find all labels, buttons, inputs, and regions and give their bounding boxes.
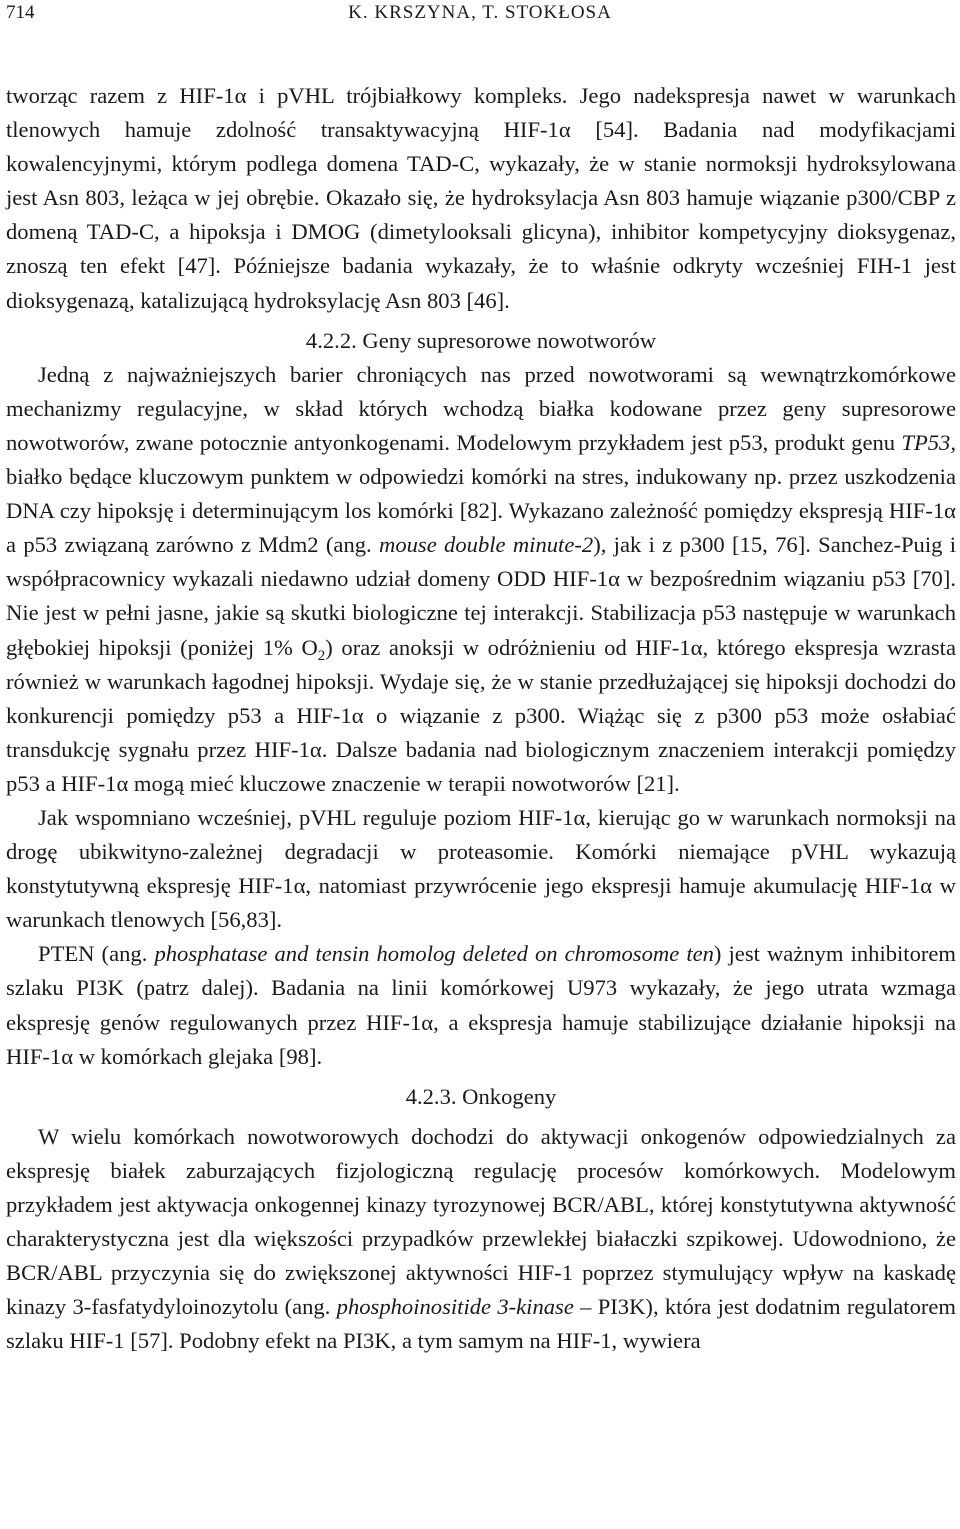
term-italic: mouse double minute-2 bbox=[379, 532, 594, 558]
paragraph-oncogenes: W wielu komórkach nowotworowych dochodzi do aktywacji onkogenów odpowiedzialnych za ekspresję białek zaburzających fizjologiczną regulację procesów komórkowych. Modelowym przykładem jest aktywacja onkogennej kinazy tyrozynowej BCR/ABL, której konstytutywna aktywność charakterystyczna jest dla większości przypadków przewlekłej białaczki szpikowej. Udowodniono, że BCR/ABL przyczynia się do zwiększonej aktywności HIF-1 poprzez stymulujący wpływ na kaskadę kinazy 3-fasfatydyloinozytolu (ang. phosphoinositide 3-kinase – PI3K), która jest dodatnim regulatorem szlaku HIF-1 [57]. Podobny efekt na PI3K, a tym samym na HIF-1, wywiera bbox=[6, 1123, 956, 1354]
term-italic: phosphatase and tensin homolog deleted on chromosome ten bbox=[154, 941, 714, 967]
section-heading-tumor-suppressors: 4.2.2. Geny supresorowe nowotworów bbox=[305, 327, 657, 353]
paragraph-p53: Jedną z najważniejszych barier chroniących nas przed nowotworami są wewnątrzkomórkowe mechanizmy regulacyjne, w skład których wchodzą białka kodowane przez geny supresorowe nowotworów, zwane potocznie antyonkogenami. Modelowym przykładem jest p53, produkt genu TP53, białko będące kluczowym punktem w odpowiedzi komórki na stres, indukowany np. przez uszkodzenia DNA czy hipoksję i determinującym los komórki [82]. Wykazano zależność pomiędzy ekspresją HIF-1α a p53 związaną zarówno z Mdm2 (ang. mouse double minute-2), jak i z p300 [15, 76]. Sanchez-Puig i współpracownicy wykazali niedawno udział domeny ODD HIF-1α w bezpośrednim wiązaniu p53 [70]. Nie jest w pełni jasne, jakie są skutki biologiczne tej interakcji. Stabilizacja p53 następuje w warunkach głębokiej hipoksji (poniżej 1% $O_2$) oraz anoksji w odróżnieniu od HIF-1α, którego ekspresja wzrasta również w warunkach łagodnej hipoksji. Wydaje się, że w stanie przedłużającej się hipoksji dochodzi do konkurencji pomiędzy p53 a HIF-1α o wiązanie z p300. Wiążąc się z p300 p53 może osłabiać transdukcję sygnału przez HIF-1α. Dalsze badania nad biologicznym znaczeniem interakcji pomiędzy p53 a HIF-1α mogą mieć kluczowe znaczenie w terapii nowotworów [21]. bbox=[6, 361, 957, 796]
section-heading-oncogenes: 4.2.3. Onkogeny bbox=[405, 1083, 557, 1109]
subscript: 2 bbox=[317, 647, 326, 664]
page-number: 714 bbox=[6, 2, 35, 23]
term-italic: phosphoinositide 3-kinase bbox=[336, 1294, 574, 1320]
running-title: K. KRSZYNA, T. STOKŁOSA bbox=[348, 2, 612, 23]
page-header bbox=[0, 0, 960, 30]
article-body bbox=[6, 79, 956, 1358]
paragraph-pten: PTEN (ang. phosphatase and tensin homolog deleted on chromosome ten) jest ważnym inhibitorem szlaku PI3K (patrz dalej). Badania na linii komórkowej U973 wykazały, że jego utrata wzmaga ekspresję genów regulowanych przez HIF-1α, a ekspresja hamuje stabilizujące działanie hipoksji na HIF-1α w komórkach glejaka [98]. bbox=[6, 941, 957, 1069]
paragraph-pvhl: Jak wspomniano wcześniej, pVHL reguluje poziom HIF-1α, kierując go w warunkach normoksji na drogę ubikwityno-zależnej degradacji w proteasomie. Komórki niemające pVHL wykazują konstytutywną ekspresję HIF-1α, natomiast przywrócenie jego ekspresji hamuje akumulację HIF-1α w warunkach tlenowych [56,83]. bbox=[6, 804, 956, 933]
gene-name-italic: TP53, bbox=[901, 429, 956, 455]
paragraph-hif-fih: tworząc razem z HIF-1α i pVHL trójbiałkowy kompleks. Jego nadekspresja nawet w warunkach tlenowych hamuje zdolność transaktywacyjną HIF-1α [54]. Badania nad modyfikacjami kowalencyjnymi, którym podlega domena TAD-C, wykazały, że w stanie normoksji hydroksylowana jest Asn 803, leżąca w jej obrębie. Okazało się, że hydroksylacja Asn 803 hamuje wiązanie p300/CBP z domeną TAD-C, a hipoksja i DMOG (dimetylooksali glicyna), inhibitor kompetycyjny dioksygenaz, znoszą ten efekt [47]. Późniejsze badania wykazały, że to właśnie odkryty wcześniej FIH-1 jest dioksygenazą, katalizującą hydroksylację Asn 803 [46]. bbox=[6, 83, 956, 313]
